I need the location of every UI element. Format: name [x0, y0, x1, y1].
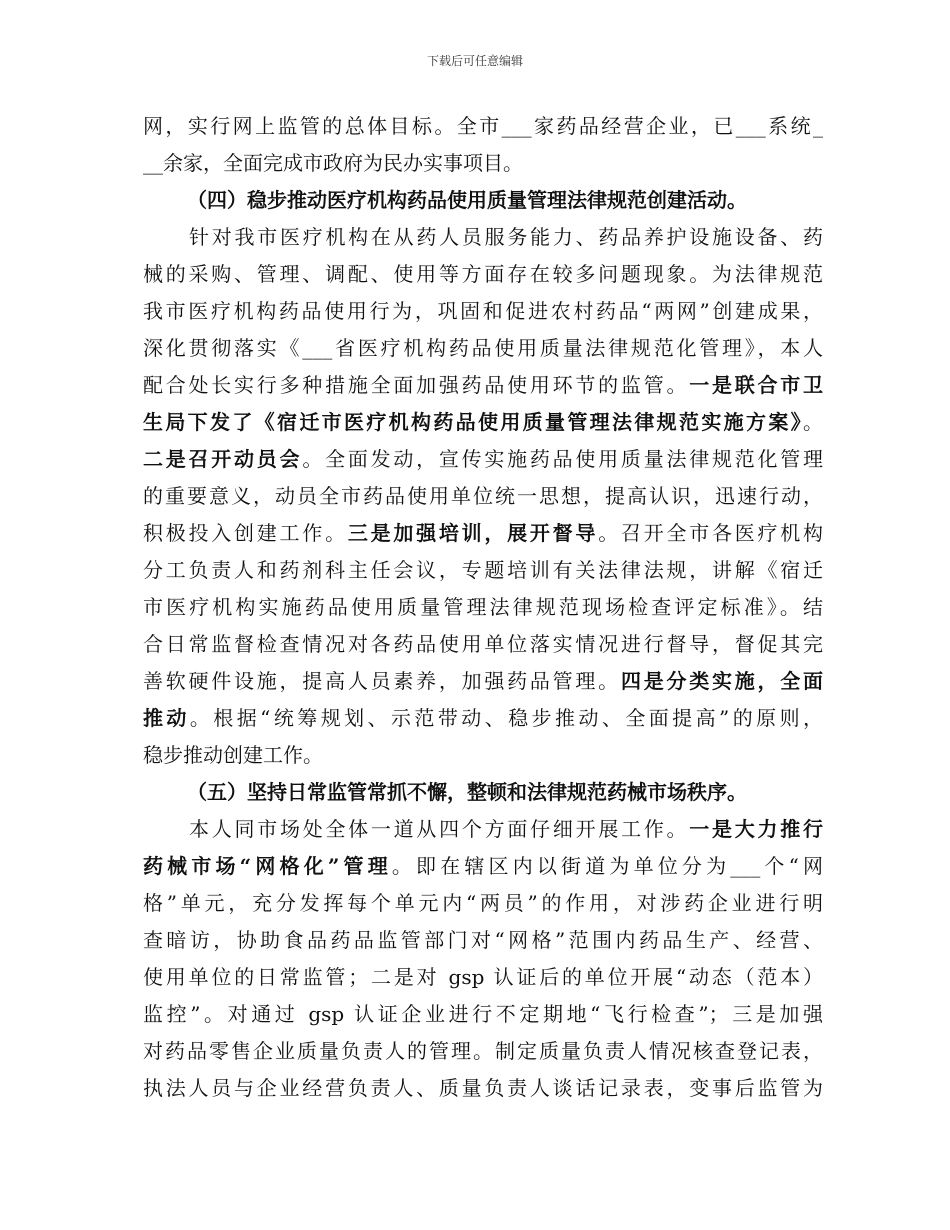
text-span: 。根据“统筹规划、示范带动、稳步推动、全面提高”的原则， — [189, 706, 824, 730]
bold-text: （五）坚持日常监管常抓不懈，整顿和法律规范药械市场秩序。 — [187, 780, 747, 804]
text-span: 深化贯彻落实《___省医疗机构药品使用质量法律规范化管理》，本人 — [143, 336, 823, 360]
text-line — [143, 959, 823, 996]
text-line — [143, 811, 823, 848]
text-span: 本人同市场处全体一道从四个方面仔细开展工作。 — [189, 817, 690, 841]
text-line — [143, 441, 823, 478]
text-line — [143, 367, 823, 404]
text-span: 使用单位的日常监管；二是对 gsp 认证后的单位开展“动态（范本） — [143, 965, 823, 989]
text-span: 针对我市医疗机构在从药人员服务能力、药品养护设施设备、药 — [189, 225, 823, 249]
page-header: 下载后可任意编辑 — [426, 54, 523, 68]
bold-text: 二是召开动员会 — [143, 447, 303, 471]
text-line — [143, 145, 823, 182]
text-line — [143, 404, 823, 441]
text-span: 。即在辖区内以街道为单位分为___个“网 — [391, 854, 823, 878]
text-span: 市医疗机构实施药品使用质量管理法律规范现场检查评定标准》。结 — [143, 595, 823, 619]
text-line — [143, 737, 823, 774]
bold-text: 三是加强培训，展开督导 — [347, 521, 599, 545]
text-line — [143, 478, 823, 515]
text-line — [143, 774, 823, 811]
bold-text: 一是大力推行 — [689, 817, 824, 841]
text-line — [143, 1070, 823, 1107]
text-span: 对药品零售企业质量负责人的管理。制定质量负责人情况核查登记表， — [143, 1039, 823, 1063]
text-line — [143, 996, 823, 1033]
document-body — [143, 108, 823, 1107]
text-span: 稳步推动创建工作。 — [143, 743, 323, 767]
text-span: 善软硬件设施，提高人员素养，加强药品管理。 — [143, 669, 621, 693]
text-line — [143, 885, 823, 922]
text-line — [143, 922, 823, 959]
text-span: 网，实行网上监管的总体目标。全市___家药品经营企业，已___系统_ — [143, 114, 823, 138]
text-span: 合日常监督检查情况对各药品使用单位落实情况进行督导，督促其完 — [143, 632, 823, 656]
text-line — [143, 219, 823, 256]
text-span: 的重要意义，动员全市药品使用单位统一思想，提高认识，迅速行动， — [143, 484, 823, 508]
text-span: 械的采购、管理、调配、使用等方面存在较多问题现象。为法律规范 — [143, 262, 823, 286]
text-span: 。召开全市各医疗机构 — [598, 521, 824, 545]
bold-text: 药械市场“网格化”管理 — [143, 854, 392, 878]
text-span: 执法人员与企业经营负责人、质量负责人谈话记录表，变事后监管为 — [143, 1076, 823, 1100]
text-span: 配合处长实行多种措施全面加强药品使用环节的监管。 — [143, 373, 690, 397]
text-line — [143, 663, 823, 700]
text-line — [143, 256, 823, 293]
text-line — [143, 293, 823, 330]
text-line — [143, 515, 823, 552]
text-span: 。 — [803, 410, 823, 434]
text-line — [143, 330, 823, 367]
text-line — [143, 182, 823, 219]
text-span: 监控”。对通过 gsp 认证企业进行不定期地“飞行检查”；三是加强 — [143, 1002, 823, 1026]
text-span: 我市医疗机构药品使用行为，巩固和促进农村药品“两网”创建成果， — [143, 299, 823, 323]
bold-text: （四）稳步推动医疗机构药品使用质量管理法律规范创建活动。 — [187, 188, 747, 212]
bold-text: 推动 — [143, 706, 190, 730]
text-line — [143, 848, 823, 885]
text-line — [143, 1033, 823, 1070]
text-line — [143, 589, 823, 626]
text-line — [143, 108, 823, 145]
text-span: __余家，全面完成市政府为民办实事项目。 — [143, 151, 523, 175]
text-span: 格”单元，充分发挥每个单元内“两员”的作用，对涉药企业进行明 — [143, 891, 823, 915]
bold-text: 生局下发了《宿迁市医疗机构药品使用质量管理法律规范实施方案》 — [143, 410, 803, 434]
bold-text: 一是联合市卫 — [689, 373, 824, 397]
text-line — [143, 700, 823, 737]
text-line — [143, 552, 823, 589]
text-span: 积极投入创建工作。 — [143, 521, 348, 545]
text-span: 分工负责人和药剂科主任会议，专题培训有关法律法规，讲解《宿迁 — [143, 558, 823, 582]
bold-text: 四是分类实施，全面 — [620, 669, 824, 693]
text-line — [143, 626, 823, 663]
text-span: 。全面发动，宣传实施药品使用质量法律规范化管理 — [302, 447, 824, 471]
text-span: 查暗访，协助食品药品监管部门对“网格”范围内药品生产、经营、 — [143, 928, 823, 952]
